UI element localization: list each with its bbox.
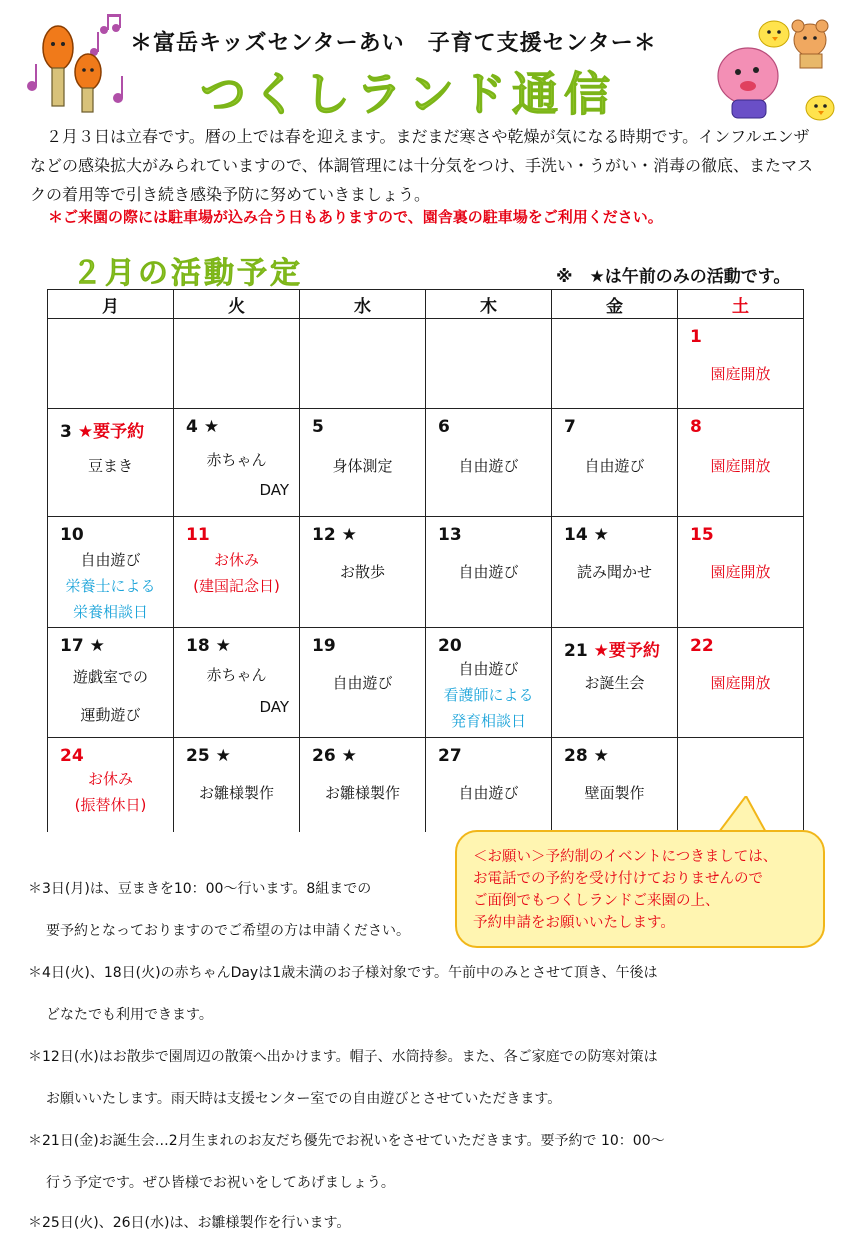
schedule-star-note: ※ ★は午前のみの活動です。 <box>556 267 791 287</box>
callout-line: ＜お願い＞予約制のイベントにつきましては、 <box>473 849 778 865</box>
weekday-wed: 水 <box>300 290 426 319</box>
consultation-label: 栄養士による <box>65 577 156 595</box>
activity-label: 壁面製作 <box>584 784 645 802</box>
parking-notice: ＊ご来園の際には駐車場が込み合う日もありますので、園舎裏の駐車場をご利用ください。 <box>48 208 663 226</box>
morning-only-star-icon: ★ <box>593 746 609 766</box>
day-number: 26 ★ <box>312 746 357 766</box>
day-number: 21 ★要予約 <box>564 641 660 661</box>
activity-label: お雛様製作 <box>198 784 274 802</box>
morning-only-star-icon: ★ <box>89 636 105 656</box>
event-notes <box>28 0 838 1254</box>
morning-only-star-icon: ★ <box>593 525 609 545</box>
activity-label: 園庭開放 <box>710 674 771 692</box>
newsletter-title: つくしランド通信 <box>200 67 616 121</box>
activity-label: 豆まき <box>87 457 133 475</box>
callout-line: 予約申請をお願いいたします。 <box>473 915 675 931</box>
holiday-label: (振替休日) <box>74 796 147 814</box>
day-number: 8 <box>690 417 702 437</box>
day-number: 24 <box>60 746 84 766</box>
activity-label: 遊戯室での <box>72 668 148 686</box>
morning-only-star-icon: ★ <box>341 746 357 766</box>
day-number: 25 ★ <box>186 746 231 766</box>
activity-label: 赤ちゃん <box>206 666 267 684</box>
reservation-required-badge: ★要予約 <box>593 641 660 661</box>
day-number: 3 ★要予約 <box>60 422 145 442</box>
morning-only-star-icon: ★ <box>341 525 357 545</box>
activity-label: 自由遊び <box>458 784 519 802</box>
day-number: 4 ★ <box>186 417 220 437</box>
weekday-tue: 火 <box>174 290 300 319</box>
note-line: 行う予定です。ぜひ皆様でお祝いをしてあげましょう。 <box>46 1175 395 1191</box>
day-number: 18 ★ <box>186 636 231 656</box>
activity-label: お雛様製作 <box>324 784 400 802</box>
holiday-label: お休み <box>87 770 133 788</box>
weekday-mon: 月 <box>48 290 174 319</box>
activity-label: 園庭開放 <box>710 457 771 475</box>
note-line: ＊12日(水)はお散歩で園周辺の散策へ出かけます。帽子、水筒持参。また、各ご家庭での防寒対策は <box>28 1049 658 1065</box>
intro-paragraph: ２月３日は立春です。暦の上では春を迎えます。まだまだ寒さや乾燥が気になる時期です。インフルエンザなどの感染拡大がみられていますので、体調管理には十分気をつけ、手洗い・うがい・消毒の徹底、またマスクの着用等で引き続き感染予防に努めていきましょう。 <box>30 127 814 204</box>
holiday-label: お休み <box>213 551 259 569</box>
note-line: どなたでも利用できます。 <box>46 1007 213 1023</box>
day-number: 17 ★ <box>60 636 105 656</box>
activity-label: 園庭開放 <box>710 563 771 581</box>
note-line: お願いいたします。雨天時は支援センター室での自由遊びとさせていただきます。 <box>46 1091 562 1107</box>
consultation-label: 発育相談日 <box>450 712 526 730</box>
weekday-sat: 土 <box>678 290 804 319</box>
activity-label: 自由遊び <box>458 563 519 581</box>
day-number: 7 <box>564 417 576 437</box>
callout-line: ご面倒でもつくしランドご来園の上、 <box>473 893 720 909</box>
day-number: 15 <box>690 525 714 545</box>
activity-label: 自由遊び <box>458 457 519 475</box>
activity-label: 園庭開放 <box>710 365 771 383</box>
activity-label: 自由遊び <box>458 660 519 678</box>
morning-only-star-icon: ★ <box>215 746 231 766</box>
activity-label: DAY <box>259 698 289 716</box>
activity-label: 身体測定 <box>332 457 393 475</box>
activity-label: 読み聞かせ <box>576 563 652 581</box>
weekday-thu: 木 <box>426 290 552 319</box>
schedule-title: ２月の活動予定 <box>72 256 303 291</box>
day-number: 5 <box>312 417 324 437</box>
activity-label: 自由遊び <box>332 674 393 692</box>
day-number: 10 <box>60 525 84 545</box>
day-number: 28 ★ <box>564 746 609 766</box>
reservation-required-badge: ★要予約 <box>77 422 145 442</box>
day-number: 14 ★ <box>564 525 609 545</box>
morning-only-star-icon: ★ <box>215 636 231 656</box>
holiday-label: (建国記念日) <box>193 577 280 595</box>
note-line: ＊3日(月)は、豆まきを10：00～行います。8組までの <box>28 881 372 897</box>
activity-label: 自由遊び <box>80 551 141 569</box>
callout-line: お電話での予約を受け付けておりませんので <box>473 871 763 887</box>
day-number: 22 <box>690 636 714 656</box>
day-number: 6 <box>438 417 450 437</box>
activity-label: 自由遊び <box>584 457 645 475</box>
day-number: 11 <box>186 525 210 545</box>
note-line: ＊4日(火)、18日(火)の赤ちゃんDayは1歳未満のお子様対象です。午前中のみとさせて頂き、午後は <box>28 965 658 981</box>
day-number: 1 <box>690 327 702 347</box>
activity-label: 運動遊び <box>80 706 141 724</box>
day-number: 12 ★ <box>312 525 357 545</box>
day-number: 13 <box>438 525 462 545</box>
activity-label: DAY <box>259 481 289 499</box>
activity-label: お誕生会 <box>584 674 645 692</box>
weekday-fri: 金 <box>552 290 678 319</box>
center-name-subtitle: ＊富岳キッズセンターあい 子育て支援センター＊ <box>130 31 657 56</box>
note-line: 要予約となっておりますのでご希望の方は申請ください。 <box>46 923 410 939</box>
consultation-label: 看護師による <box>443 686 534 704</box>
consultation-label: 栄養相談日 <box>72 603 148 621</box>
morning-only-star-icon: ★ <box>203 417 220 437</box>
day-number: 19 <box>312 636 336 656</box>
note-line: ＊25日(火)、26日(水)は、お雛様製作を行います。 <box>28 1215 351 1231</box>
note-line: ＊21日(金)お誕生会…2月生まれのお友だち優先でお祝いをさせていただきます。要予約で 10：00～ <box>28 1133 665 1149</box>
day-number: 27 <box>438 746 462 766</box>
activity-label: お散歩 <box>339 563 385 581</box>
activity-label: 赤ちゃん <box>206 451 267 469</box>
day-number: 20 <box>438 636 462 656</box>
